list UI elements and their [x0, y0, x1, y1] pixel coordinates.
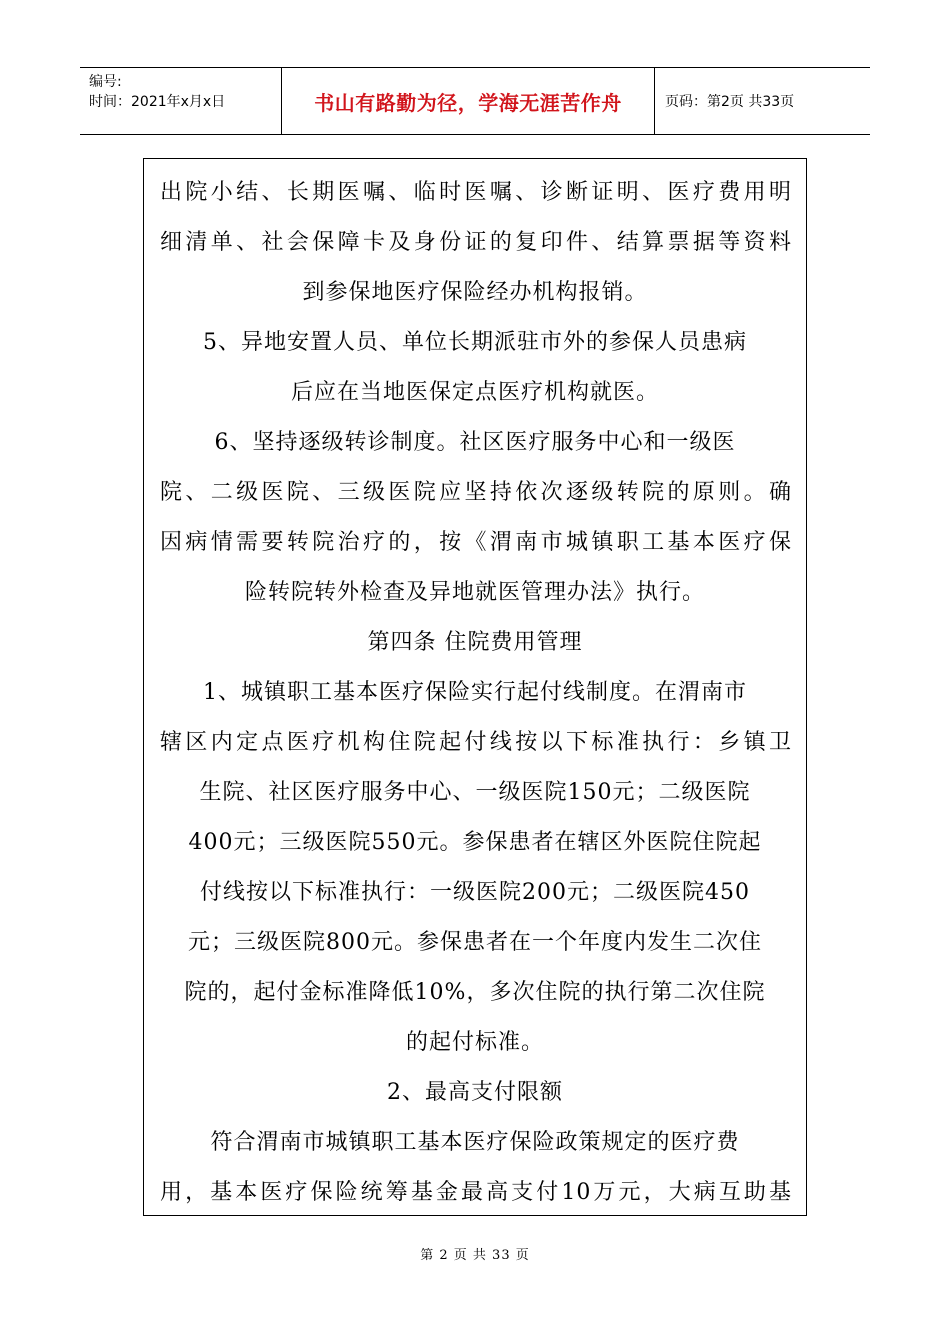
- header-page-info: 页码：第2页 共33页: [665, 94, 795, 110]
- body-line: 付线按以下标准执行：一级医院200元；二级医院450: [200, 880, 750, 905]
- body-line: 符合渭南市城镇职工基本医疗保险政策规定的医疗费: [210, 1130, 740, 1155]
- section-heading: 第四条 住院费用管理: [367, 630, 583, 655]
- body-line: 细清单、社会保障卡及身份证的复印件、结算票据等资料: [160, 230, 792, 255]
- body-line: 院、二级医院、三级医院应坚持依次逐级转院的原则。确: [160, 480, 792, 505]
- body-line: 的起付标准。: [405, 1030, 544, 1055]
- body-line: 辖区内定点医疗机构住院起付线按以下标准执行：乡镇卫: [160, 730, 792, 755]
- body-line: 因病情需要转院治疗的，按《渭南市城镇职工基本医疗保: [160, 530, 792, 555]
- body-line: 生院、社区医疗服务中心、一级医院150元；二级医院: [199, 780, 751, 805]
- document-number-label: 编号:: [89, 74, 122, 90]
- body-line: 到参保地医疗保险经办机构报销。: [302, 280, 648, 305]
- body-line: 6、坚持逐级转诊制度。社区医疗服务中心和一级医: [214, 430, 736, 455]
- body-line: 400元；三级医院550元。参保患者在辖区外医院住院起: [188, 830, 762, 855]
- subsection-heading: 2、最高支付限额: [387, 1080, 563, 1105]
- content-box: [143, 158, 807, 1216]
- page-footer: 第 2 页 共 33 页: [420, 1248, 530, 1263]
- document-time-label: 时间：2021年x月x日: [89, 94, 226, 110]
- header-motto: 书山有路勤为径，学海无涯苦作舟: [282, 68, 655, 134]
- body-line: 后应在当地医保定点医疗机构就医。: [290, 380, 659, 405]
- body-line: 元；三级医院800元。参保患者在一个年度内发生二次住: [188, 930, 762, 955]
- body-line: 险转院转外检查及异地就医管理办法》执行。: [244, 580, 705, 605]
- body-line: 用，基本医疗保险统筹基金最高支付10万元，大病互助基: [160, 1180, 792, 1205]
- header-meta: [80, 68, 282, 134]
- body-line: 出院小结、长期医嘱、临时医嘱、诊断证明、医疗费用明: [160, 180, 792, 205]
- document-header: [80, 67, 870, 135]
- body-line: 院的，起付金标准降低10%，多次住院的执行第二次住院: [184, 980, 766, 1005]
- body-line: 1、城镇职工基本医疗保险实行起付线制度。在渭南市: [203, 680, 747, 705]
- body-line: 5、异地安置人员、单位长期派驻市外的参保人员患病: [203, 330, 747, 355]
